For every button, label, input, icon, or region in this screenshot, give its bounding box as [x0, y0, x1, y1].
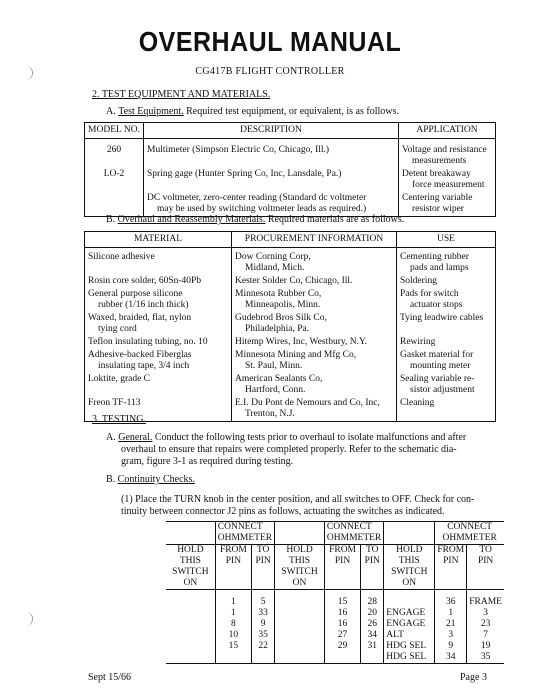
- para-2b: B. Overhaul and Reassembly Materials. Required materials are as follows.: [106, 214, 405, 225]
- mat-cell: Rosin core solder, 60Sn-40Pb: [88, 276, 202, 286]
- from-pin-cell: 3: [435, 630, 467, 641]
- proc-cell: Dow Corning Corp, Midland, Mich.: [232, 248, 397, 276]
- table-row: [85, 312, 496, 336]
- from-pin-cell: 27: [324, 630, 360, 641]
- to-pin-cell: 20: [361, 608, 384, 619]
- to-pin-cell: 35: [467, 652, 504, 664]
- model-cell: 260: [106, 145, 122, 155]
- use-cell: Gasket material for mounting meter: [397, 349, 496, 373]
- switch-cell: [166, 630, 215, 641]
- switch-cell: [166, 652, 215, 664]
- to-pin-cell: 23: [467, 619, 504, 630]
- materials-table: [84, 231, 496, 422]
- switch-cell: [275, 590, 325, 609]
- from-pin-cell: 21: [435, 619, 467, 630]
- table-row: [166, 590, 504, 609]
- from-pin-cell: 8: [215, 619, 251, 630]
- col-header: APPLICATION: [399, 123, 496, 139]
- to-pin-cell: 9: [252, 619, 275, 630]
- page-subtitle: CG417B FLIGHT CONTROLLER: [195, 66, 345, 77]
- table-row: [85, 275, 496, 288]
- mat-cell: Freon TF-113: [88, 398, 141, 408]
- table-row: [85, 248, 496, 276]
- table-row: [166, 608, 504, 619]
- switch-cell: [275, 630, 325, 641]
- from-pin-cell: 10: [215, 630, 251, 641]
- table-row: [85, 288, 496, 312]
- switch-cell: [384, 590, 435, 609]
- to-pin-cell: 22: [252, 641, 275, 652]
- proc-cell: E.I. Du Pont de Nemours and Co, Inc, Trenton, N.J.: [232, 397, 397, 422]
- to-pin-cell: FRAME: [467, 590, 504, 609]
- proc-cell: Kester Solder Co, Chicago, Ill.: [232, 275, 397, 288]
- proc-cell: Minnesota Mining and Mfg Co, St. Paul, Minn.: [232, 349, 397, 373]
- table-row: [166, 619, 504, 630]
- col-header: MATERIAL: [85, 232, 232, 248]
- test-equipment-table: [84, 122, 496, 217]
- para-2a: A. Test Equipment. Required test equipment, or equivalent, is as follows.: [106, 106, 399, 117]
- from-pin-cell: 16: [324, 608, 360, 619]
- binding-mark: [24, 612, 33, 626]
- table-row: [85, 139, 496, 169]
- mat-cell: Waxed, braided, flat, nylon tying cord: [88, 313, 192, 334]
- to-pin-cell: 31: [361, 641, 384, 652]
- desc-cell: Spring gage (Hunter Spring Co, Inc, Lansdale, Pa.): [144, 168, 399, 192]
- switch-cell: [166, 590, 215, 609]
- from-pin-cell: 1: [215, 590, 251, 609]
- page-title: OVERHAUL MANUAL: [138, 26, 402, 58]
- table-row: [166, 641, 504, 652]
- to-pin-cell: 19: [467, 641, 504, 652]
- from-pin-cell: 36: [435, 590, 467, 609]
- footer-date: Sept 15/66: [88, 672, 132, 683]
- hold-header: HOLD THIS SWITCH ON: [166, 545, 215, 590]
- switch-cell: [275, 608, 325, 619]
- from-pin-cell: [215, 652, 251, 664]
- mat-cell: Loktite, grade C: [88, 374, 150, 384]
- from-pin-cell: 15: [324, 590, 360, 609]
- to-pin-cell: [252, 652, 275, 664]
- from-pin-cell: 9: [435, 641, 467, 652]
- table-row: [85, 373, 496, 397]
- to-pin-cell: 5: [252, 590, 275, 609]
- switch-cell: [275, 652, 325, 664]
- mat-cell: Adhesive-backed Fiberglas insulating tape, 3/4 inch: [88, 350, 192, 371]
- connect-label: CONNECT: [215, 522, 274, 534]
- desc-cell: DC voltmeter, zero-center reading (Standard dc voltmeter may be used by switching voltmeter leads as required.): [144, 192, 399, 217]
- to-pin-cell: 26: [361, 619, 384, 630]
- switch-cell: HDG SEL: [384, 641, 435, 652]
- from-pin-cell: 29: [324, 641, 360, 652]
- switch-cell: HDG SEL: [384, 652, 435, 664]
- switch-cell: [166, 641, 215, 652]
- from-pin-cell: 1: [215, 608, 251, 619]
- to-pin-cell: 7: [467, 630, 504, 641]
- col-header: MODEL NO.: [85, 123, 144, 139]
- section-2-heading: 2. TEST EQUIPMENT AND MATERIALS.: [92, 89, 271, 100]
- binding-mark: [24, 66, 33, 80]
- switch-cell: ENGAGE: [384, 619, 435, 630]
- app-cell: Centering variable resistor wiper: [399, 192, 496, 217]
- switch-cell: [166, 608, 215, 619]
- table-row: [166, 630, 504, 641]
- to-pin-cell: 33: [252, 608, 275, 619]
- proc-cell: Hitemp Wires, Inc, Westbury, N.Y.: [232, 336, 397, 349]
- mat-cell: Silicone adhesive: [88, 252, 155, 262]
- model-cell: LO-2: [103, 169, 125, 179]
- switch-cell: ALT: [384, 630, 435, 641]
- para-3b1: (1) Place the TURN knob in the center position, and all switches to OFF. Check for con- tinuity between connector J2 pins as follows, actuating the switches as indicated.: [121, 494, 475, 517]
- table-row: [85, 192, 496, 217]
- use-cell: Sealing variable re- sistor adjustment: [397, 373, 496, 397]
- continuity-table: CONNECT CONNECT CONNECT OHMMETER OHMMETER OHMMETER HOLD THIS SWITCH ON FROM PIN TO PIN HOLD THIS SWITCH ON FROM PIN TO PIN HOLD THIS SWITCH ON FROM PIN TO PIN 1 5 15 28 36 FRAME 1 33 16 20 ENGAGE 1 3 8 9 16 26 ENGAGE 21 23 10 35 27 34 ALT 3 7 15 22 29 31 HDG SEL 9 19 HDG SEL 34 35: [166, 521, 504, 664]
- app-cell: Voltage and resistance measurements: [399, 139, 496, 169]
- col-header: PROCUREMENT INFORMATION: [232, 232, 397, 248]
- to-pin-cell: 3: [467, 608, 504, 619]
- use-cell: Tying leadwire cables: [397, 312, 496, 336]
- to-pin-cell: 28: [361, 590, 384, 609]
- from-pin-cell: [324, 652, 360, 664]
- from-pin-cell: 15: [215, 641, 251, 652]
- from-pin-cell: 34: [435, 652, 467, 664]
- col-header: USE: [397, 232, 496, 248]
- proc-cell: Minnesota Rubber Co, Minneapolis, Minn.: [232, 288, 397, 312]
- footer-page: Page 3: [460, 672, 487, 683]
- switch-cell: [275, 619, 325, 630]
- switch-cell: ENGAGE: [384, 608, 435, 619]
- mat-cell: Teflon insulating tubing, no. 10: [88, 337, 208, 347]
- use-cell: Soldering: [397, 275, 496, 288]
- to-pin-cell: 34: [361, 630, 384, 641]
- table-row: [166, 652, 504, 664]
- table-row: [85, 336, 496, 349]
- from-pin-cell: 16: [324, 619, 360, 630]
- col-header: DESCRIPTION: [144, 123, 399, 139]
- use-cell: Cementing rubber pads and lamps: [397, 248, 496, 276]
- proc-cell: American Sealants Co, Hartford, Conn.: [232, 373, 397, 397]
- use-cell: Pads for switch actuator stops: [397, 288, 496, 312]
- switch-cell: [166, 619, 215, 630]
- use-cell: Rewiring: [397, 336, 496, 349]
- app-cell: Detent breakaway force measurement: [399, 168, 496, 192]
- mat-cell: General purpose silicone rubber (1/16 inch thick): [88, 289, 189, 310]
- para-3b: B. Continuity Checks.: [106, 474, 195, 485]
- switch-cell: [275, 641, 325, 652]
- desc-cell: Multimeter (Simpson Electric Co, Chicago, Ill.): [144, 139, 399, 169]
- proc-cell: Gudebrod Bros Silk Co, Philadelphia, Pa.: [232, 312, 397, 336]
- use-cell: Cleaning: [397, 397, 496, 422]
- section-3-heading: 3. TESTING.: [92, 414, 146, 425]
- table-row: [85, 349, 496, 373]
- to-pin-cell: [361, 652, 384, 664]
- from-pin-cell: 1: [435, 608, 467, 619]
- table-row: [85, 397, 496, 422]
- model-cell: [85, 192, 144, 217]
- table-row: [85, 168, 496, 192]
- para-3a: A. General. Conduct the following tests prior to overhaul to isolate malfunctions and after overhaul to ensure that repairs were completed properly. Refer to the schematic dia- gram, figure 3-1 as required during testing.: [106, 432, 467, 467]
- to-pin-cell: 35: [252, 630, 275, 641]
